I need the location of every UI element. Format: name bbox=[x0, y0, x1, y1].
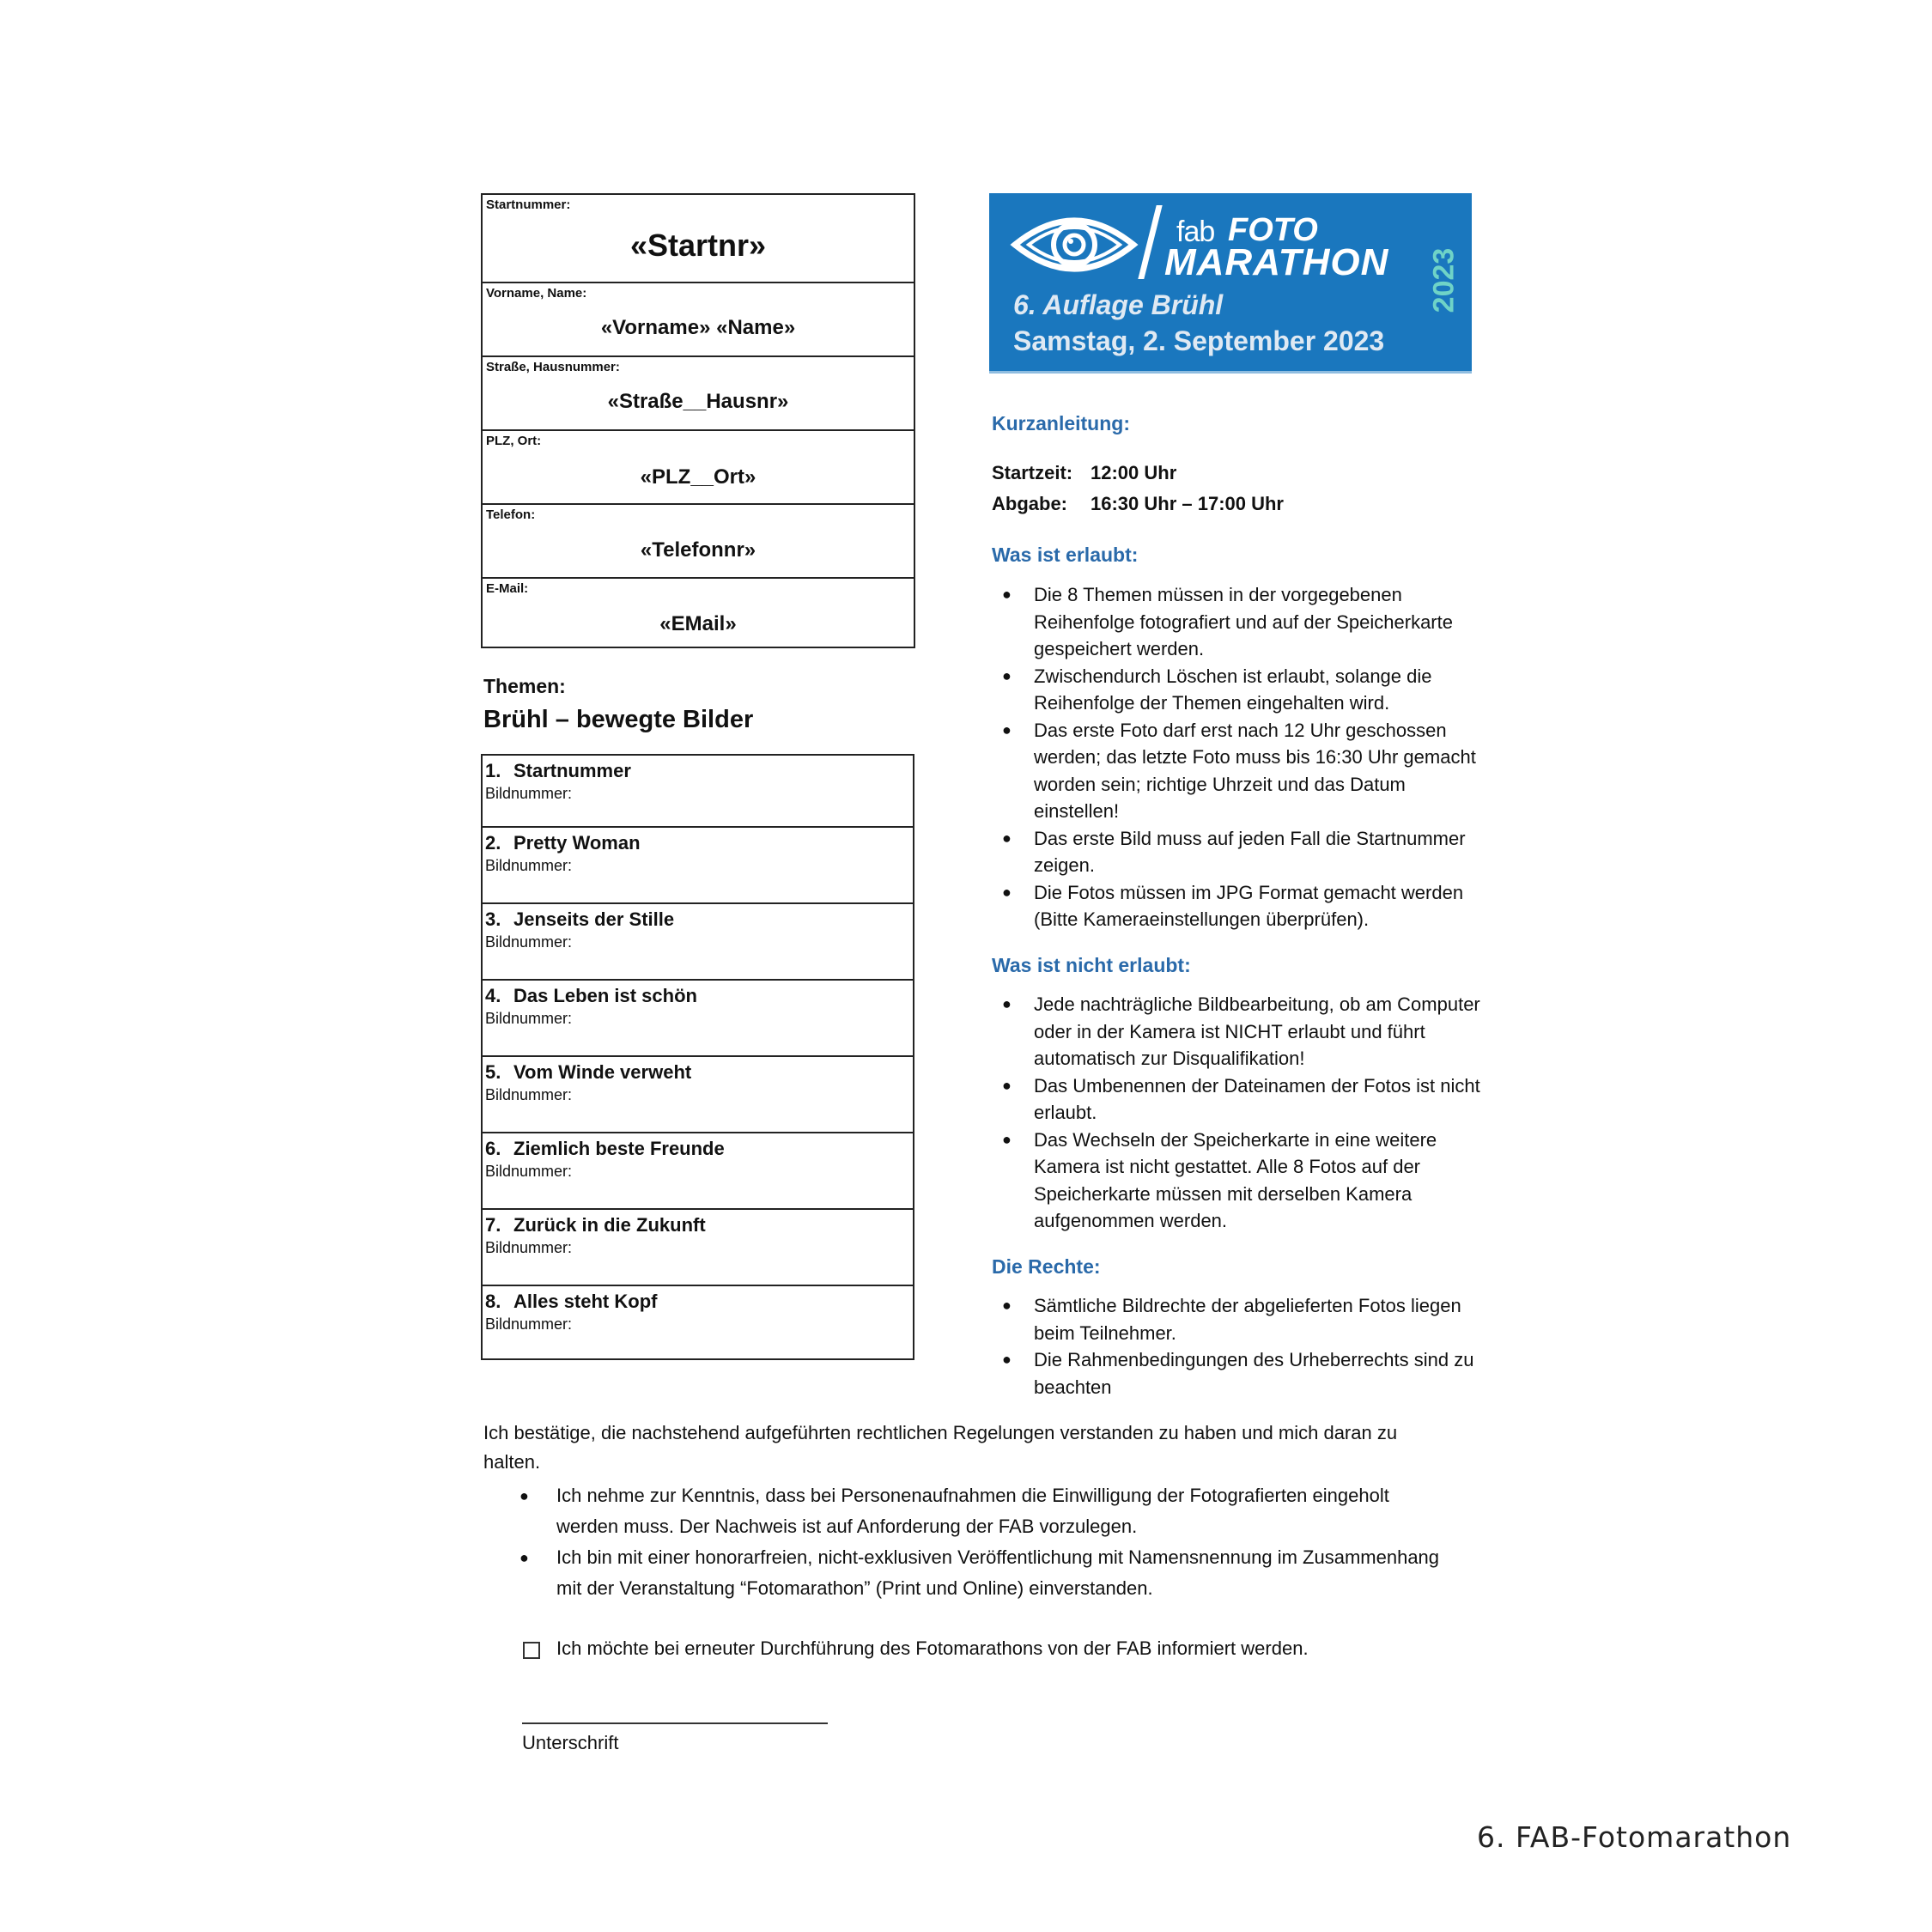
theme-number: 4. bbox=[485, 985, 501, 1006]
email-value: «EMail» bbox=[659, 612, 737, 635]
event-banner bbox=[989, 193, 1472, 374]
list-item: ● Ich nehme zur Kenntnis, dass bei Personenaufnahmen die Einwilligung der Fotografierten eingeholt werden muss. Der Nachweis ist auf Anforderung der FAB vorzulegen. bbox=[519, 1485, 1389, 1537]
list-item: ● Das erste Foto darf erst nach 12 Uhr geschossen werden; das letzte Foto muss bis 16:30 Uhr gemacht worden sein; richtige Uhrzeit und das Datum einstellen! bbox=[1002, 719, 1476, 822]
rights-list bbox=[992, 1292, 1481, 1400]
list-item: ● Sämtliche Bildrechte der abgelieferten Fotos liegen beim Teilnehmer. bbox=[1002, 1295, 1461, 1344]
rights-heading: Die Rechte: bbox=[992, 1255, 1101, 1278]
name-value: «Vorname» «Name» bbox=[600, 316, 796, 339]
strasse-field bbox=[483, 357, 914, 431]
telefon-field bbox=[483, 505, 914, 579]
participant-box bbox=[481, 193, 915, 648]
startnummer-label: Startnummer: bbox=[486, 197, 571, 212]
start-time-value: 12:00 Uhr bbox=[1091, 462, 1177, 483]
theme-row bbox=[483, 1133, 913, 1210]
confirmation-list bbox=[483, 1480, 1445, 1604]
signature-label: Unterschrift bbox=[522, 1732, 619, 1753]
bildnummer-label: Bildnummer: bbox=[485, 857, 573, 874]
banner-marathon: MARATHON bbox=[1164, 241, 1389, 283]
guide-heading: Kurzanleitung: bbox=[992, 412, 1130, 434]
theme-title: Jenseits der Stille bbox=[513, 908, 675, 930]
theme-number: 8. bbox=[485, 1291, 501, 1312]
bildnummer-label: Bildnummer: bbox=[485, 1315, 573, 1333]
submission-time-label: Abgabe: bbox=[992, 493, 1067, 514]
theme-title: Vom Winde verweht bbox=[513, 1061, 692, 1083]
theme-title: Startnummer bbox=[513, 760, 631, 781]
strasse-label: Straße, Hausnummer: bbox=[486, 360, 620, 374]
submission-time bbox=[992, 493, 1481, 515]
theme-number: 3. bbox=[485, 908, 501, 930]
banner-divider bbox=[1138, 205, 1162, 279]
list-item-text: Die 8 Themen müssen in der vorgegebenen Reihenfolge fotografiert und auf der Speicherkarte gespeichert werden. bbox=[1034, 584, 1453, 659]
banner-edition: 6. Auflage Brühl bbox=[1013, 289, 1224, 320]
banner-date: Samstag, 2. September 2023 bbox=[1013, 325, 1385, 356]
info-checkbox[interactable] bbox=[523, 1642, 540, 1659]
confirmation-intro: Ich bestätige, die nachstehend aufgeführten rechtlichen Regelungen verstanden zu haben und mich daran zu halten. bbox=[483, 1422, 1398, 1473]
themes-table bbox=[481, 754, 914, 1360]
start-time bbox=[992, 462, 1481, 484]
name-field bbox=[483, 283, 914, 357]
bildnummer-label: Bildnummer: bbox=[485, 785, 573, 802]
theme-row bbox=[483, 756, 913, 828]
eye-icon bbox=[1010, 205, 1139, 284]
not-allowed-list bbox=[992, 991, 1481, 1235]
theme-row bbox=[483, 1210, 913, 1286]
list-item-text: Die Rahmenbedingungen des Urheberrechts sind zu beachten bbox=[1034, 1349, 1474, 1398]
telefon-value: «Telefonnr» bbox=[640, 538, 756, 562]
list-item: ● Die Fotos müssen im JPG Format gemacht werden (Bitte Kameraeinstellungen überprüfen). bbox=[1002, 881, 1464, 930]
bildnummer-label: Bildnummer: bbox=[485, 1163, 573, 1180]
list-item-text: Das Umbenennen der Dateinamen der Fotos ist nicht erlaubt. bbox=[1034, 1074, 1480, 1123]
list-item-text: Zwischendurch Löschen ist erlaubt, solange die Reihenfolge der Themen eingehalten wird. bbox=[1034, 665, 1432, 714]
list-item-text: Das Wechseln der Speicherkarte in eine weitere Kamera ist nicht gestattet. Alle 8 Fotos auf der Speicherkarte müssen mit derselben Kamera aufgenommen werden. bbox=[1034, 1128, 1437, 1231]
list-item-text: Jede nachträgliche Bildbearbeitung, ob am Computer oder in der Kamera ist NICHT erlaubt und führt automatisch zur Disqualifikation! bbox=[1034, 993, 1480, 1069]
list-item: ● Das Wechseln der Speicherkarte in eine weitere Kamera ist nicht gestattet. Alle 8 Fotos auf der Speicherkarte müssen mit derselben Kamera aufgenommen werden. bbox=[1002, 1128, 1437, 1231]
startnummer-field bbox=[483, 195, 914, 283]
list-item: ● Die 8 Themen müssen in der vorgegebenen Reihenfolge fotografiert und auf der Speicherkarte gespeichert werden. bbox=[1002, 584, 1453, 659]
theme-row bbox=[483, 1286, 913, 1360]
list-item-text: Ich bin mit einer honorarfreien, nicht-exklusiven Veröffentlichung mit Namensnennung im Zusammenhang mit der Veranstaltung “Fotomarathon” (Print und Online) einverstanden. bbox=[556, 1546, 1440, 1599]
theme-number: 5. bbox=[485, 1061, 501, 1083]
theme-title: Alles steht Kopf bbox=[513, 1291, 658, 1312]
theme-number: 7. bbox=[485, 1214, 501, 1236]
email-label: E-Mail: bbox=[486, 581, 529, 596]
themes-label: Themen: bbox=[483, 675, 566, 697]
banner-foto: FOTO bbox=[1228, 212, 1318, 248]
plz-field bbox=[483, 431, 914, 505]
page-footer: 6. FAB-Fotomarathon bbox=[1477, 1820, 1792, 1854]
list-item-text: Ich nehme zur Kenntnis, dass bei Personenaufnahmen die Einwilligung der Fotografierten eingeholt werden muss. Der Nachweis ist auf Anforderung der FAB vorzulegen. bbox=[556, 1485, 1389, 1537]
bildnummer-label: Bildnummer: bbox=[485, 1239, 573, 1256]
list-item: ● Ich bin mit einer honorarfreien, nicht-exklusiven Veröffentlichung mit Namensnennung im Zusammenhang mit der Veranstaltung “Fotomarathon” (Print und Online) einverstanden. bbox=[519, 1546, 1440, 1599]
banner-fab: fab bbox=[1176, 216, 1215, 248]
bildnummer-label: Bildnummer: bbox=[485, 1086, 573, 1103]
theme-title: Pretty Woman bbox=[513, 832, 641, 854]
list-item-text: Die Fotos müssen im JPG Format gemacht werden (Bitte Kameraeinstellungen überprüfen). bbox=[1034, 881, 1464, 930]
telefon-label: Telefon: bbox=[486, 507, 536, 522]
theme-title: Ziemlich beste Freunde bbox=[513, 1138, 725, 1159]
list-item: ● Das erste Bild muss auf jeden Fall die Startnummer zeigen. bbox=[1002, 827, 1466, 876]
theme-number: 1. bbox=[485, 760, 501, 781]
info-checkbox-label: Ich möchte bei erneuter Durchführung des Fotomarathons von der FAB informiert werden. bbox=[556, 1637, 1309, 1659]
theme-row bbox=[483, 828, 913, 904]
bildnummer-label: Bildnummer: bbox=[485, 1010, 573, 1027]
bildnummer-label: Bildnummer: bbox=[485, 933, 573, 951]
list-item-text: Das erste Foto darf erst nach 12 Uhr geschossen werden; das letzte Foto muss bis 16:30 Uhr gemacht worden sein; richtige Uhrzeit und das Datum einstellen! bbox=[1034, 719, 1476, 822]
signature-line[interactable] bbox=[522, 1722, 828, 1724]
not-allowed-heading: Was ist nicht erlaubt: bbox=[992, 954, 1191, 976]
theme-row bbox=[483, 981, 913, 1057]
name-label: Vorname, Name: bbox=[486, 286, 587, 301]
allowed-heading: Was ist erlaubt: bbox=[992, 544, 1139, 566]
strasse-value: «Straße__Hausnr» bbox=[607, 390, 789, 413]
start-time-label: Startzeit: bbox=[992, 462, 1073, 483]
confirmation-section bbox=[483, 1419, 1445, 1604]
list-item-text: Das erste Bild muss auf jeden Fall die Startnummer zeigen. bbox=[1034, 827, 1466, 876]
theme-number: 6. bbox=[485, 1138, 501, 1159]
banner-year: 2023 bbox=[1427, 247, 1461, 313]
list-item: ● Zwischendurch Löschen ist erlaubt, solange die Reihenfolge der Themen eingehalten wird. bbox=[1002, 665, 1432, 714]
list-item: ● Das Umbenennen der Dateinamen der Fotos ist nicht erlaubt. bbox=[1002, 1074, 1480, 1123]
theme-title: Zurück in die Zukunft bbox=[513, 1214, 706, 1236]
allowed-list bbox=[992, 581, 1481, 933]
list-item: ● Die Rahmenbedingungen des Urheberrechts sind zu beachten bbox=[1002, 1349, 1474, 1398]
theme-row bbox=[483, 1057, 913, 1133]
submission-time-value: 16:30 Uhr – 17:00 Uhr bbox=[1091, 493, 1284, 514]
startnummer-value: «Startnr» bbox=[629, 228, 767, 263]
email-field bbox=[483, 579, 914, 648]
list-item-text: Sämtliche Bildrechte der abgelieferten Fotos liegen beim Teilnehmer. bbox=[1034, 1295, 1461, 1344]
theme-title: Das Leben ist schön bbox=[513, 985, 697, 1006]
plz-value: «PLZ__Ort» bbox=[640, 465, 756, 489]
list-item: ● Jede nachträgliche Bildbearbeitung, ob am Computer oder in der Kamera ist NICHT erlaubt und führt automatisch zur Disqualifikation! bbox=[1002, 993, 1480, 1069]
theme-row bbox=[483, 904, 913, 981]
plz-label: PLZ, Ort: bbox=[486, 434, 542, 448]
theme-number: 2. bbox=[485, 832, 501, 854]
themes-title: Brühl – bewegte Bilder bbox=[483, 706, 754, 733]
